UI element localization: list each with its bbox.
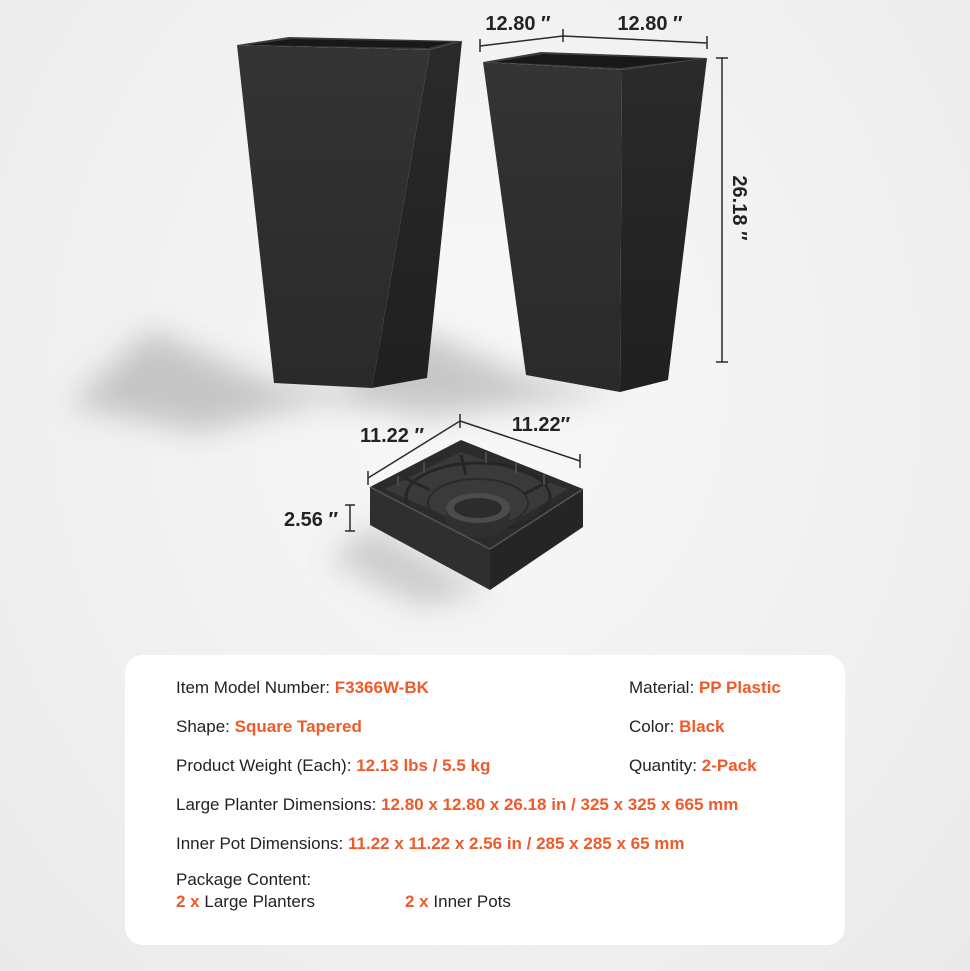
package-item-large-planters [176, 891, 315, 913]
right-planter [483, 52, 707, 392]
spec-shape [176, 707, 362, 746]
right-planter-side-face [620, 58, 707, 392]
tray-height-dimension-line [345, 505, 355, 531]
spec-model [176, 668, 429, 707]
planter-width-line-left [480, 36, 563, 46]
tray-height-label: 2.56 ″ [283, 509, 339, 531]
spec-weight-value: 12.13 lbs / 5.5 kg [356, 756, 491, 775]
package-item-name: Large Planters [204, 892, 315, 911]
planter-height-label: 26.18 ″ [728, 175, 750, 241]
spec-model-value: F3366W-BK [334, 678, 429, 697]
left-planter [237, 37, 462, 388]
spec-shape-label: Shape: [176, 717, 230, 736]
spec-weight [176, 746, 490, 785]
tray-width-label-right: 11.22″ [511, 414, 571, 436]
spec-row-model [125, 668, 845, 707]
spec-quantity-value: 2-Pack [701, 756, 757, 775]
spec-row-inner-dimensions [125, 824, 845, 863]
package-item-name: Inner Pots [433, 892, 511, 911]
spec-quantity-label: Quantity: [629, 756, 698, 775]
planter-width-line-right [563, 36, 707, 43]
package-content-label: Package Content: [176, 870, 312, 889]
spec-large-dimensions-label: Large Planter Dimensions: [176, 795, 377, 814]
spec-material-label: Material: [629, 678, 695, 697]
right-planter-front-face [483, 62, 622, 392]
spec-large-dimensions [176, 785, 738, 824]
spec-large-dimensions-value: 12.80 x 12.80 x 26.18 in / 325 x 325 x 665 mm [381, 795, 739, 814]
spec-model-label: Item Model Number: [176, 678, 330, 697]
spec-shape-value: Square Tapered [234, 717, 362, 736]
spec-color-value: Black [679, 717, 725, 736]
spec-row-weight [125, 746, 845, 785]
planter-width-label-left: 12.80 ″ [485, 13, 551, 35]
spec-row-large-dimensions [125, 785, 845, 824]
planter-width-label-right: 12.80 ″ [617, 13, 683, 35]
spec-inner-dimensions-value: 11.22 x 11.22 x 2.56 in / 285 x 285 x 65 mm [348, 834, 685, 853]
spec-color [629, 707, 724, 746]
spec-material [629, 668, 781, 707]
spec-inner-dimensions-label: Inner Pot Dimensions: [176, 834, 344, 853]
package-content [125, 869, 845, 913]
spec-inner-dimensions [176, 824, 685, 863]
package-item-count: 2 x [405, 892, 429, 911]
tray-width-label-left: 11.22 ″ [359, 425, 425, 447]
package-item-count: 2 x [176, 892, 200, 911]
spec-color-label: Color: [629, 717, 675, 736]
tray-center-hole [454, 498, 502, 518]
spec-material-value: PP Plastic [698, 678, 781, 697]
package-content-heading-line [125, 869, 845, 891]
package-item-inner-pots [405, 891, 511, 913]
package-items-line [125, 891, 845, 913]
spec-weight-label: Product Weight (Each): [176, 756, 352, 775]
planter-height-dimension-line [716, 58, 728, 362]
spec-card [125, 655, 845, 945]
spec-quantity [629, 746, 757, 785]
spec-row-shape [125, 707, 845, 746]
